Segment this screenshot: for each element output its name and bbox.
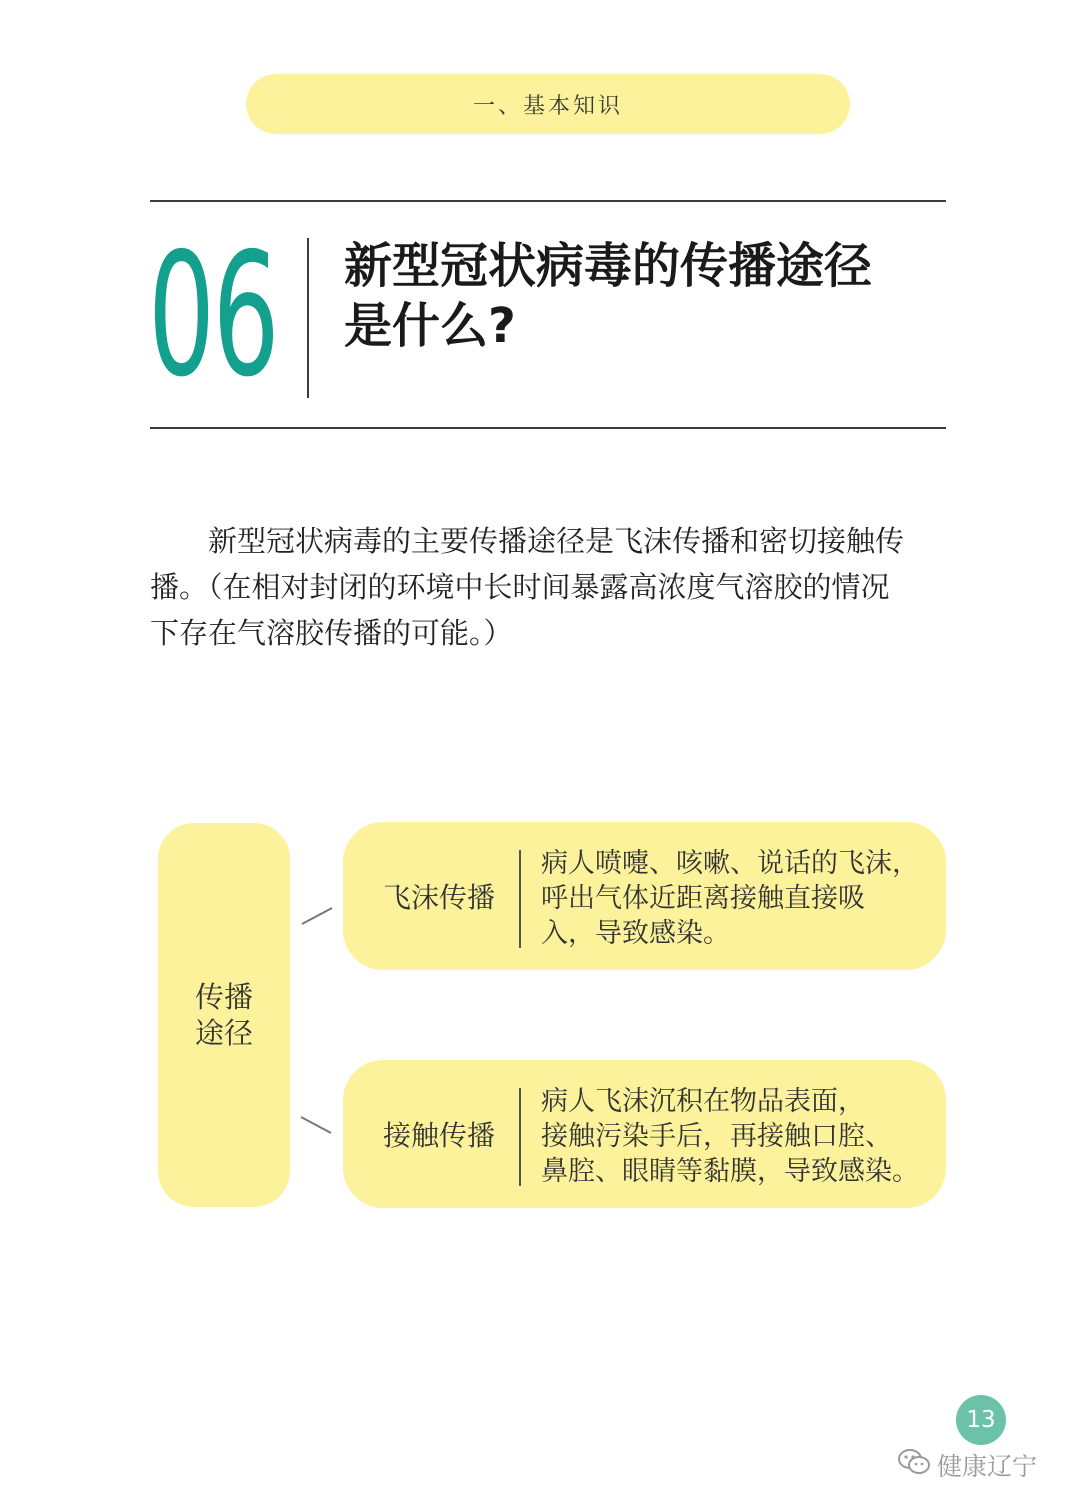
diagram-root-node xyxy=(158,823,290,1207)
desc-line: 入，导致感染。 xyxy=(541,918,730,949)
wechat-icon xyxy=(897,1448,931,1482)
desc-line: 病人飞沫沉积在物品表面， xyxy=(541,1086,865,1117)
body-line: 播。（在相对封闭的环境中长时间暴露高浓度气溶胶的情况 xyxy=(150,570,890,604)
chapter-number: 06 xyxy=(148,217,278,415)
root-label xyxy=(195,979,253,1051)
page-title xyxy=(344,236,944,356)
branch-divider xyxy=(519,1088,521,1186)
body-paragraph xyxy=(150,518,950,656)
body-line: 新型冠状病毒的主要传播途径是飞沫传播和密切接触传 xyxy=(150,524,905,558)
branch-description xyxy=(541,846,936,951)
body-line: 下存在气溶胶传播的可能。） xyxy=(150,616,513,650)
bottom-divider xyxy=(150,427,946,429)
desc-line: 接触污染手后，再接触口腔、 xyxy=(541,1121,892,1152)
watermark-text: 健康辽宁 xyxy=(937,1452,1038,1481)
branch-label: 接触传播 xyxy=(383,1119,496,1152)
connector-line-lower xyxy=(301,1116,332,1134)
section-header xyxy=(246,74,850,134)
branch-description xyxy=(541,1084,936,1189)
page-number-badge xyxy=(956,1395,1006,1445)
page-number: 13 xyxy=(966,1407,996,1433)
root-label-line: 传播 xyxy=(194,980,253,1014)
title-line: 新型冠状病毒的传播途径 xyxy=(344,238,873,294)
branch-contact-transmission xyxy=(343,1060,946,1208)
heading-vertical-divider xyxy=(307,238,309,398)
desc-line: 呼出气体近距离接触直接吸 xyxy=(541,883,865,914)
branch-label: 飞沫传播 xyxy=(383,881,496,914)
top-divider xyxy=(150,200,946,202)
branch-divider xyxy=(519,850,521,948)
desc-line: 鼻腔、眼睛等黏膜，导致感染。 xyxy=(541,1156,919,1187)
connector-line-upper xyxy=(302,907,333,925)
section-label: 一、基本知识 xyxy=(472,93,623,119)
branch-droplet-transmission xyxy=(343,822,946,970)
title-line: 是什么? xyxy=(344,298,516,354)
watermark xyxy=(897,1447,1037,1483)
root-label-line: 途径 xyxy=(194,1016,253,1050)
desc-line: 病人喷嚏、咳嗽、说话的飞沫， xyxy=(541,848,919,879)
